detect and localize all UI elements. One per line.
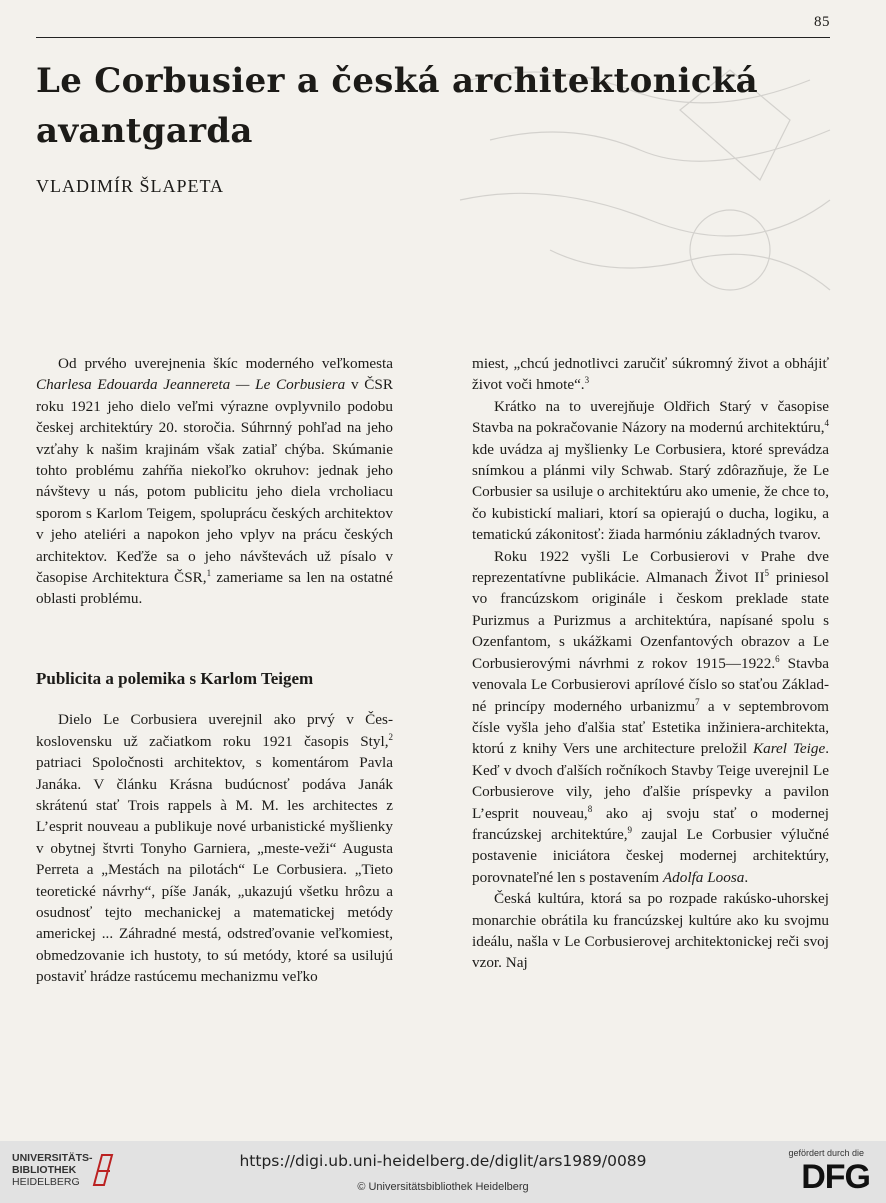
body-paragraph — [472, 396, 829, 546]
page-number: 85 — [814, 14, 830, 30]
emphasis-name: Karel Teige — [752, 740, 826, 758]
emphasis-name: Adolfa Loosa — [662, 868, 745, 886]
text-run: . — [744, 868, 749, 886]
emphasis-name: Charlesa Edouarda Jeannereta — Le Corbusiera — [36, 376, 346, 394]
footnote-ref: 5 — [764, 568, 770, 578]
body-paragraph — [472, 353, 829, 396]
footnote-ref: 4 — [824, 418, 829, 429]
left-column — [36, 353, 393, 988]
title-line-2: avantgarda — [36, 111, 253, 151]
text-run: ako aj svoju stať o modernej francúzskej architektúre, — [472, 804, 830, 843]
text-run: zameriame sa len na ostatné oblasti problému. — [36, 569, 393, 608]
text-run: Stavba venovala Le Corbusierovi aprílové číslo so staťou Základné princípy moderného urbanizmu — [472, 654, 829, 715]
footnote-ref: 3 — [584, 375, 590, 386]
source-url-link[interactable]: https://digi.ub.uni-heidelberg.de/diglit/ars1989/0089 — [239, 1152, 647, 1170]
dfg-logo[interactable]: DFG — [801, 1158, 870, 1196]
footer-bar — [0, 1141, 886, 1203]
footnote-ref: 2 — [388, 731, 393, 742]
body-paragraph — [36, 709, 393, 987]
footnote-ref: 7 — [695, 696, 700, 707]
library-name-line: UNIVERSITÄTS- — [12, 1152, 93, 1164]
text-run: Dielo Le Corbusiera uverejnil ako prvý v Československu už začiatkom roku 1921 časopis Styl, — [36, 711, 393, 750]
library-name-line: BIBLIOTHEK — [12, 1164, 77, 1176]
text-run: kde uvádza aj myšlienky Le Corbusiera, ktoré sprevádza snímkou a plánmi vily Schwab. Starý zdôrazňuje, že Le Corbusier sa usiluje o architektúru ako umenie, že chce to, čo kubistickí maliari, ktorí sa opierajú o ducha, logiku, a tematickú zákonitosť: žiada harmóniu základných tvarov. — [472, 440, 829, 544]
body-paragraph — [472, 546, 829, 889]
author-name: VLADIMÍR ŠLAPETA — [36, 176, 225, 196]
body-paragraph — [472, 888, 829, 974]
text-run: Od prvého uverejnenia škíc moderného veľkomesta — [58, 355, 393, 372]
funded-by-label: gefördert durch die — [788, 1148, 864, 1158]
footnote-ref: 9 — [627, 824, 632, 835]
text-run: zaujal Le Corbusier výlučné postavenie iniciátora českej modernej architektúry, porovnateľné len s postavením — [472, 825, 829, 886]
section-heading: Publicita a polemika s Karlom Teigem — [36, 668, 314, 688]
title-line-1: Le Corbusier a česká architektonická — [36, 61, 759, 101]
text-run: miest, „chcú jednotlivci zaručiť súkromný život a obhájiť život voči hmote“. — [472, 355, 829, 394]
text-run: a v septembrovom čísle vyšla jeho ďalšia stať Estetika inžiniera-architekta, ktorú z knihy Vers une architecture preložil — [472, 697, 829, 758]
text-run: Krátko na to uverejňuje Oldřich Starý v časopise Stavba na pokračovanie Názory na modernú architektúru, — [472, 397, 829, 437]
text-run: patriaci Spoločnosti architektov, s komentárom Pavla Janáka. V článku Krásna budúcnosť podáva Janák skrátenú stať Trois rappels à M. M. les architectes z L’esprit nouveau a publikuje nové urbanistické myšlienky v obytnej štvrti Tonyho Garniera, „meste-veži“ Augusta Perreta a „Mestách na pilotách“ Le Corbusiera. „Tieto teoretické návrhy“, píše Janák, „ukazujú všetku hrôzu a osudnosť tejto mechanickej a matematickej metódy americkej ... Záhradné mestá, odstreďovanie veľkomiest, obmedzovanie ich hustoty, to sú metódy, ktoré sa usilujú postaviť hrádze rastúcemu mechanizmu veľko — [36, 754, 393, 986]
library-name-line: HEIDELBERG — [12, 1176, 80, 1188]
text-run: Česká kultúra, ktorá sa po rozpade rakúsko-uhorskej monarchie obrátila ku francúzskej kultúre ako ku svojmu ideálu, našla v Le Corbusierovej architektonickej reči svoj vzor. Naj — [472, 890, 829, 972]
footnote-ref: 1 — [206, 568, 212, 578]
text-run: . Keď v dvoch ďalších ročníkoch Stavby Teige uverejnil Le Corbusierove vily, jeho ďalšie príspevky a pavilon L’esprit nouveau, — [472, 740, 829, 822]
top-rule — [36, 37, 830, 38]
text-run: Roku 1922 vyšli Le Corbusierovi v Prahe dve reprezentatívne publikácie. Almanach Život II — [472, 547, 829, 587]
right-column — [472, 353, 829, 974]
footnote-ref: 8 — [587, 803, 593, 814]
footnote-ref: 6 — [775, 653, 780, 664]
article-title — [36, 56, 836, 156]
intro-paragraph — [36, 353, 393, 610]
copyright-notice: © Universitätsbibliothek Heidelberg — [357, 1181, 529, 1193]
text-run: priniesol vo francúzskom originále i českom preklade state Purizmus a Purizmus a architektúra, napísané spolu s Ozenfantom, s ukážkami Ozenfantových obrazov a Le Corbusierovými návrhmi z rokov 1915—1922. — [472, 569, 829, 672]
text-run: v ČSR roku 1921 jeho dielo veľmi výrazne ovplyvnilo podobu českej architektúry 20. storočia. Súhrnný pohľad na jeho vzťahy k našim krajinám však zatiaľ chýba. Skúmanie tohto problému zahŕňa niekoľko okruhov: jednak jeho návštevy u nás, potom publicitu jeho diela vrcholiacu sporom s Karlom Teigem, spoluprácu českých architektov v jeho ateliéri a napokon jeho vplyv na prácu českých architektov. Keďže sa o jeho návštevách už písalo v časopise Architektura ČSR, — [36, 376, 393, 587]
